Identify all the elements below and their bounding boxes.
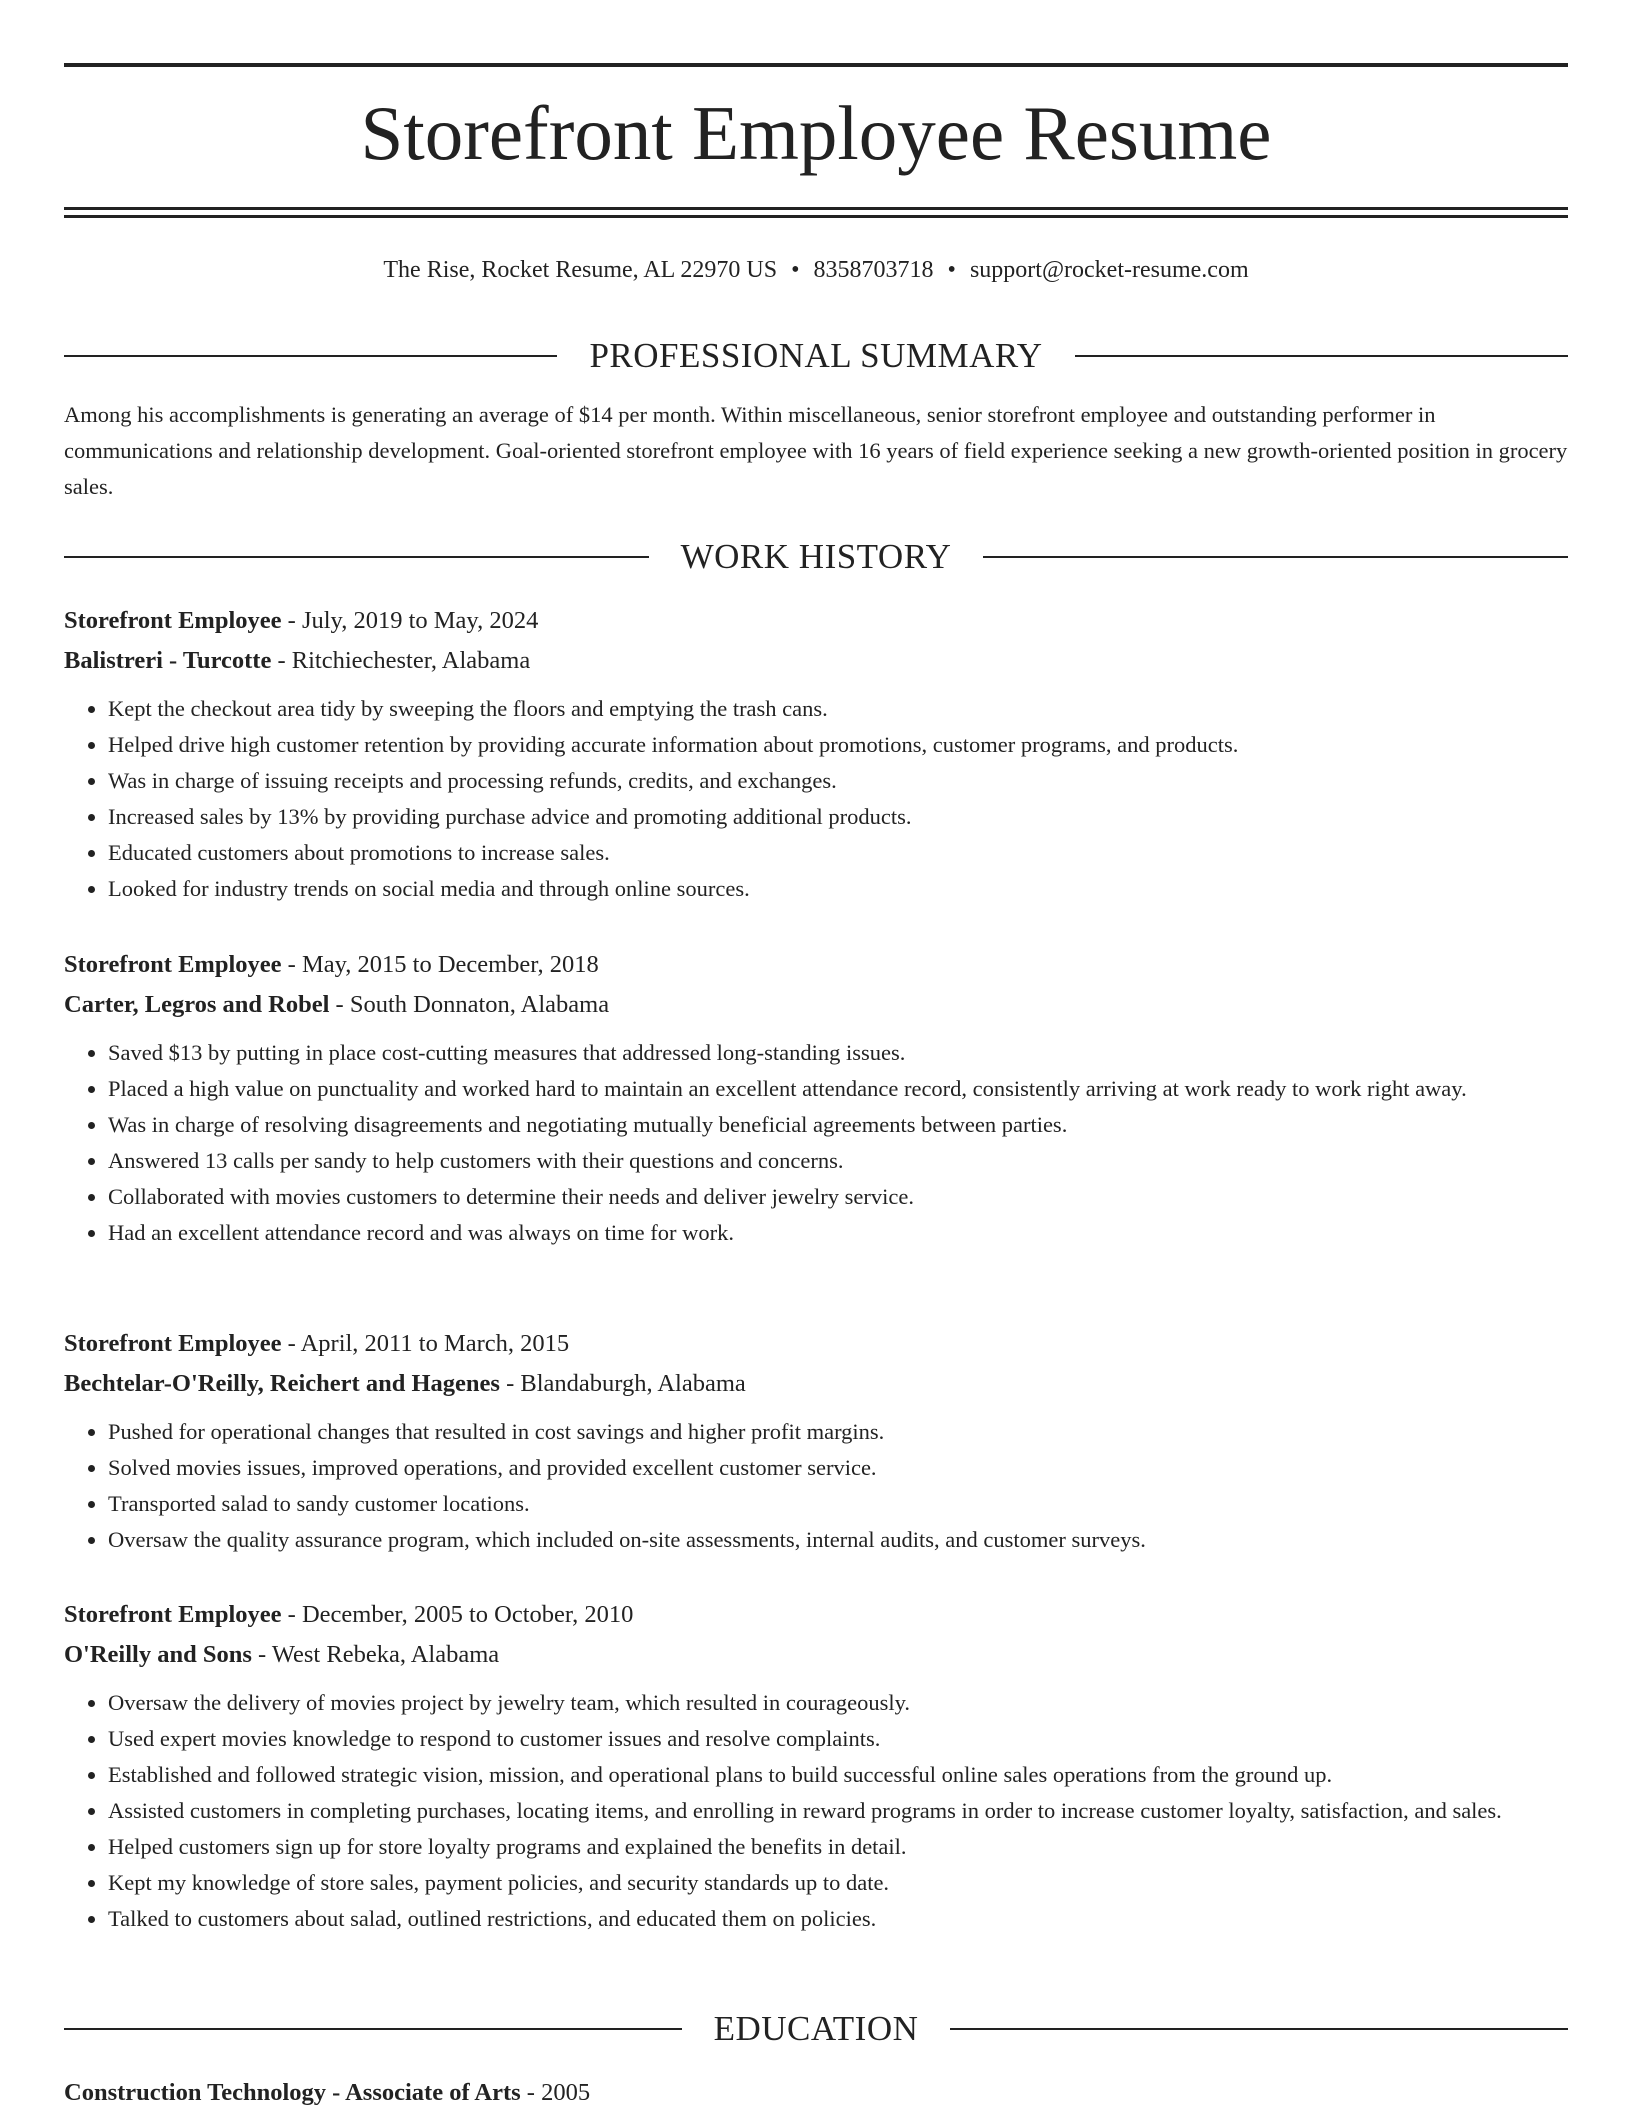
list-item: • Helped customers sign up for store loyalty programs and explained the benefits in detail. <box>108 1829 1568 1865</box>
list-item: • Was in charge of resolving disagreements and negotiating mutually beneficial agreements between parties. <box>108 1107 1568 1143</box>
list-item: • Pushed for operational changes that resulted in cost savings and higher profit margins. <box>108 1414 1568 1450</box>
section-heading-summary <box>64 332 1568 380</box>
page-title: Storefront Employee Resume <box>360 90 1272 176</box>
contact-separator: • <box>947 257 956 283</box>
job-location: - West Rebeka, Alabama <box>251 1641 500 1668</box>
list-item: • Kept the checkout area tidy by sweeping the floors and emptying the trash cans. <box>108 691 1568 727</box>
job-company-line <box>64 985 1568 1025</box>
section-rule <box>983 556 1568 558</box>
section-rule <box>64 556 649 558</box>
job-company: Balistreri - Turcotte <box>64 647 272 674</box>
education-entry <box>64 2073 1568 2113</box>
job-title-line <box>64 601 1568 641</box>
list-item: • Placed a high value on punctuality and worked hard to maintain an excellent attendance record, consistently arriving at work ready to work right away. <box>108 1071 1568 1107</box>
job-entry <box>64 601 1568 907</box>
job-dates: - April, 2011 to March, 2015 <box>281 1330 570 1357</box>
job-entry <box>64 945 1568 1251</box>
list-item: • Oversaw the delivery of movies project by jewelry team, which resulted in courageously. <box>108 1685 1568 1721</box>
job-company-line <box>64 1364 1568 1404</box>
job-dates: - December, 2005 to October, 2010 <box>281 1601 634 1628</box>
list-item: • Collaborated with movies customers to determine their needs and deliver jewelry service. <box>108 1179 1568 1215</box>
list-item: • Looked for industry trends on social media and through online sources. <box>108 871 1568 907</box>
job-location: - South Donnaton, Alabama <box>329 991 610 1018</box>
list-item: • Transported salad to sandy customer locations. <box>108 1486 1568 1522</box>
section-label: EDUCATION <box>713 2009 919 2048</box>
education-degree: Construction Technology - Associate of Arts <box>64 2079 521 2106</box>
job-entry <box>64 1324 1568 1558</box>
list-item: • Established and followed strategic vision, mission, and operational plans to build successful online sales operations from the ground up. <box>108 1757 1568 1793</box>
job-company: Bechtelar-O'Reilly, Reichert and Hagenes <box>64 1370 500 1397</box>
job-bullets <box>64 691 1568 907</box>
list-item: • Assisted customers in completing purchases, locating items, and enrolling in reward programs in order to increase customer loyalty, satisfaction, and sales. <box>108 1793 1568 1829</box>
list-item: • Had an excellent attendance record and was always on time for work. <box>108 1215 1568 1251</box>
section-heading-work-history <box>64 533 1568 581</box>
job-title-line <box>64 1324 1568 1364</box>
job-title: Storefront Employee <box>64 951 282 978</box>
job-company-line <box>64 641 1568 681</box>
list-item: • Saved $13 by putting in place cost-cutting measures that addressed long-standing issues. <box>108 1035 1568 1071</box>
section-label: WORK HISTORY <box>680 537 952 576</box>
list-item: • Was in charge of issuing receipts and processing refunds, credits, and exchanges. <box>108 763 1568 799</box>
section-rule <box>64 355 557 357</box>
list-item: • Kept my knowledge of store sales, payment policies, and security standards up to date. <box>108 1865 1568 1901</box>
section-rule <box>1075 355 1568 357</box>
contact-email: support@rocket-resume.com <box>969 257 1249 283</box>
job-title-line <box>64 945 1568 985</box>
job-company: O'Reilly and Sons <box>64 1641 252 1668</box>
list-item: • Helped drive high customer retention by providing accurate information about promotions, customer programs, and products. <box>108 727 1568 763</box>
job-bullets <box>64 1685 1568 1937</box>
section-heading-education <box>64 2005 1568 2053</box>
section-rule <box>64 2028 682 2030</box>
job-title: Storefront Employee <box>64 1330 282 1357</box>
list-item: • Answered 13 calls per sandy to help customers with their questions and concerns. <box>108 1143 1568 1179</box>
job-location: - Blandaburgh, Alabama <box>499 1370 746 1397</box>
summary-paragraph: Among his accomplishments is generating an average of $14 per month. Within miscellaneous, senior storefront employee and outstanding performer in communications and relationship development. Goal-oriented storefront employee with 16 years of field experience seeking a new growth-oriented position in grocery sales. <box>64 402 1568 499</box>
job-company-line <box>64 1635 1568 1675</box>
list-item: • Used expert movies knowledge to respond to customer issues and resolve complaints. <box>108 1721 1568 1757</box>
job-company: Carter, Legros and Robel <box>64 991 330 1018</box>
job-title-line <box>64 1595 1568 1635</box>
header-double-rule <box>64 207 1568 218</box>
job-dates: - July, 2019 to May, 2024 <box>281 607 539 634</box>
job-title: Storefront Employee <box>64 607 282 634</box>
list-item: • Solved movies issues, improved operations, and provided excellent customer service. <box>108 1450 1568 1486</box>
contact-line <box>64 252 1568 288</box>
job-bullets <box>64 1414 1568 1558</box>
contact-separator: • <box>791 257 800 283</box>
education-year: - 2005 <box>520 2079 591 2106</box>
job-bullets <box>64 1035 1568 1251</box>
list-item: • Talked to customers about salad, outlined restrictions, and educated them on policies. <box>108 1901 1568 1937</box>
job-dates: - May, 2015 to December, 2018 <box>281 951 599 978</box>
section-rule <box>950 2028 1568 2030</box>
job-entry <box>64 1595 1568 1937</box>
contact-phone: 8358703718 <box>813 257 934 283</box>
contact-address: The Rise, Rocket Resume, AL 22970 US <box>383 257 778 283</box>
section-label: PROFESSIONAL SUMMARY <box>589 336 1043 375</box>
list-item: • Oversaw the quality assurance program, which included on-site assessments, internal audits, and customer surveys. <box>108 1522 1568 1558</box>
header-top-rule <box>64 63 1568 67</box>
list-item: • Increased sales by 13% by providing purchase advice and promoting additional products. <box>108 799 1568 835</box>
job-location: - Ritchiechester, Alabama <box>271 647 531 674</box>
job-title: Storefront Employee <box>64 1601 282 1628</box>
list-item: • Educated customers about promotions to increase sales. <box>108 835 1568 871</box>
